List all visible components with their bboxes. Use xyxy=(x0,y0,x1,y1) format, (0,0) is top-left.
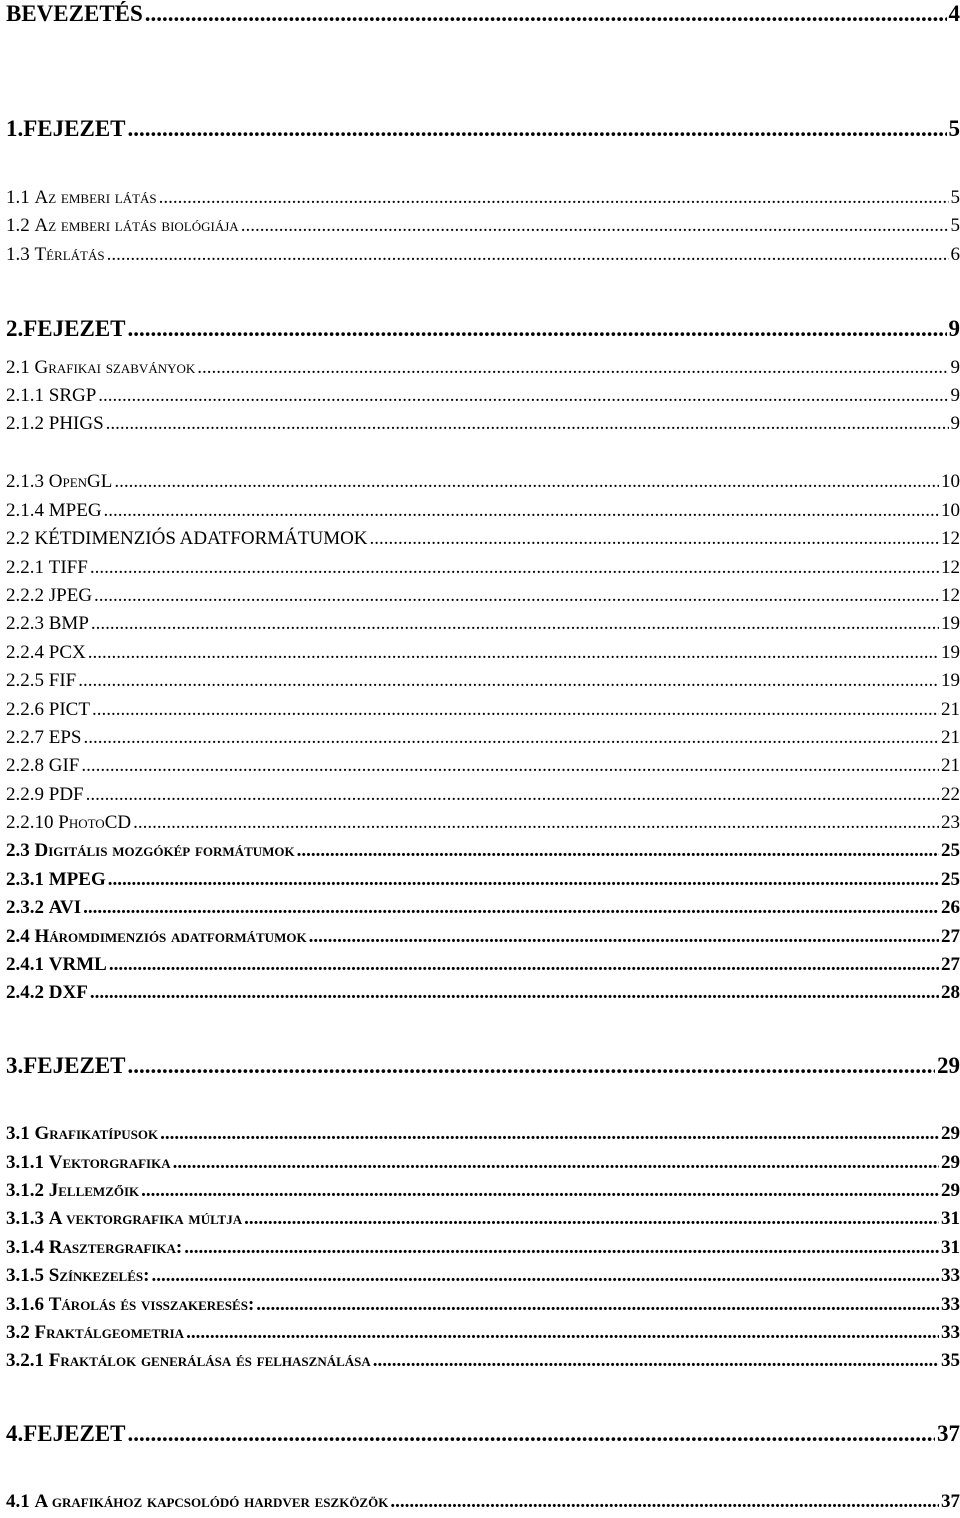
toc-entry-title: PHIGS xyxy=(44,413,104,434)
toc-entry-title: PICT xyxy=(44,699,90,720)
toc-entry-page-number: 19 xyxy=(941,642,960,663)
toc-entry-page-number: 12 xyxy=(941,528,960,549)
toc-entry[interactable] xyxy=(6,983,960,1002)
toc-entry-page-number: 28 xyxy=(941,982,960,1003)
toc-entry[interactable] xyxy=(6,1351,960,1370)
toc-entry-number: 2.4.2 xyxy=(6,982,44,1003)
toc-entry-number: 2.2.2 xyxy=(6,585,44,606)
dot-leader xyxy=(241,216,949,235)
toc-entry-title: A vektorgrafika múltja xyxy=(44,1208,243,1229)
toc-entry[interactable] xyxy=(6,529,960,548)
toc-entry-number: 2.2.6 xyxy=(6,699,44,720)
toc-entry[interactable] xyxy=(6,501,960,520)
toc-entry-page-number: 5 xyxy=(948,116,960,141)
toc-entry-title: Rasztergrafika: xyxy=(44,1237,183,1258)
toc-entry-title: BMP xyxy=(44,613,89,634)
toc-entry-page-number: 6 xyxy=(950,244,960,265)
dot-leader xyxy=(86,785,939,804)
toc-entry-number: 2.3.1 xyxy=(6,869,44,890)
toc-entry-page-number: 27 xyxy=(941,954,960,975)
toc-entry-title: Grafikai szabványok xyxy=(29,357,196,378)
toc-entry-page-number: 5 xyxy=(950,187,960,208)
toc-entry-page-number: 21 xyxy=(941,699,960,720)
toc-entry-page-number: 9 xyxy=(950,413,960,434)
toc-entry-title: AVI xyxy=(44,897,82,918)
toc-entry-page-number: 21 xyxy=(941,755,960,776)
toc-entry-title: Grafikatípusok xyxy=(29,1123,159,1144)
toc-entry-number: 2.3.2 xyxy=(6,897,44,918)
toc-entry[interactable] xyxy=(6,1295,960,1314)
toc-entry-title: MPEG xyxy=(44,869,106,890)
toc-entry-number: 2.FEJEZET xyxy=(6,316,126,341)
dot-leader xyxy=(244,1209,939,1228)
toc-entry-page-number: 12 xyxy=(941,585,960,606)
toc-entry-title: Háromdimenziós adatformátumok xyxy=(29,926,307,947)
dot-leader xyxy=(145,2,947,25)
toc-entry-page-number: 9 xyxy=(950,357,960,378)
dot-leader xyxy=(141,1181,939,1200)
toc-entry-title: VRML xyxy=(44,954,107,975)
dot-leader xyxy=(109,955,939,974)
dot-leader xyxy=(128,1054,935,1077)
toc-entry-page-number: 5 xyxy=(950,215,960,236)
toc-entry[interactable] xyxy=(6,386,960,405)
toc-entry-number: 2.2.7 xyxy=(6,727,44,748)
dot-leader xyxy=(90,983,939,1002)
toc-entry-title: Térlátás xyxy=(29,244,105,265)
toc-entry-number: 3.1.5 xyxy=(6,1265,44,1286)
toc-entry[interactable] xyxy=(6,1153,960,1172)
toc-entry-number: BEVEZETÉS xyxy=(6,1,143,26)
dot-leader xyxy=(128,317,947,340)
toc-entry-number: 2.2.9 xyxy=(6,784,44,805)
toc-entry-number: 3.2.1 xyxy=(6,1350,44,1371)
toc-entry-number: 2.2 xyxy=(6,528,30,549)
toc-entry-number: 1.2 xyxy=(6,215,30,236)
toc-entry[interactable] xyxy=(6,955,960,974)
toc-entry-number: 2.1 xyxy=(6,357,30,378)
toc-entry-title: PCX xyxy=(44,642,86,663)
toc-entry[interactable] xyxy=(6,1238,960,1257)
toc-entry-page-number: 31 xyxy=(941,1208,960,1229)
toc-entry-title: Az emberi látás xyxy=(29,187,157,208)
dot-leader xyxy=(256,1295,939,1314)
toc-entry-page-number: 9 xyxy=(950,385,960,406)
toc-entry-title: SRGP xyxy=(44,385,97,406)
toc-entry[interactable] xyxy=(6,472,960,491)
dot-leader xyxy=(159,188,949,207)
toc-entry[interactable] xyxy=(6,188,960,207)
dot-leader xyxy=(84,728,940,747)
toc-entry-page-number: 4 xyxy=(948,1,960,26)
toc-entry-number: 1.3 xyxy=(6,244,30,265)
toc-entry-page-number: 29 xyxy=(937,1053,960,1078)
toc-entry-title: JPEG xyxy=(44,585,93,606)
toc-entry[interactable] xyxy=(6,117,960,140)
toc-entry-page-number: 21 xyxy=(941,727,960,748)
toc-entry[interactable] xyxy=(6,756,960,775)
dot-leader xyxy=(114,472,939,491)
dot-leader xyxy=(297,841,939,860)
toc-entry-number: 3.1.1 xyxy=(6,1152,44,1173)
toc-entry-title: Az emberi látás biológiája xyxy=(29,215,239,236)
toc-entry-number: 4.FEJEZET xyxy=(6,1421,126,1446)
toc-entry-page-number: 12 xyxy=(941,557,960,578)
dot-leader xyxy=(370,529,939,548)
toc-entry[interactable] xyxy=(6,317,960,340)
toc-entry[interactable] xyxy=(6,216,960,235)
toc-entry-number: 2.3 xyxy=(6,840,30,861)
dot-leader xyxy=(133,813,939,832)
toc-entry-number: 3.1.6 xyxy=(6,1294,44,1315)
toc-entry[interactable] xyxy=(6,671,960,690)
dot-leader xyxy=(90,558,939,577)
toc-entry-number: 3.1.3 xyxy=(6,1208,44,1229)
toc-entry[interactable] xyxy=(6,414,960,433)
toc-entry[interactable] xyxy=(6,1492,960,1511)
toc-entry-title: Vektorgrafika xyxy=(44,1152,171,1173)
toc-entry-number: 2.1.1 xyxy=(6,385,44,406)
dot-leader xyxy=(94,586,939,605)
toc-entry-title: PDF xyxy=(44,784,84,805)
dot-leader xyxy=(184,1238,939,1257)
toc-entry-page-number: 25 xyxy=(941,869,960,890)
toc-entry-number: 4.1 xyxy=(6,1491,30,1512)
toc-entry[interactable] xyxy=(6,1323,960,1342)
dot-leader xyxy=(91,614,939,633)
toc-entry-number: 2.4 xyxy=(6,926,30,947)
toc-entry[interactable] xyxy=(6,558,960,577)
toc-entry-page-number: 37 xyxy=(941,1491,960,1512)
dot-leader xyxy=(186,1323,939,1342)
toc-entry-page-number: 35 xyxy=(941,1350,960,1371)
dot-leader xyxy=(128,117,947,140)
toc-entry-number: 1.FEJEZET xyxy=(6,116,126,141)
dot-leader xyxy=(108,870,939,889)
dot-leader xyxy=(197,358,948,377)
toc-entry-page-number: 33 xyxy=(941,1294,960,1315)
dot-leader xyxy=(173,1153,939,1172)
toc-entry-number: 2.4.1 xyxy=(6,954,44,975)
toc-entry-number: 2.2.5 xyxy=(6,670,44,691)
toc-entry-page-number: 29 xyxy=(941,1152,960,1173)
toc-entry[interactable] xyxy=(6,1124,960,1143)
toc-entry[interactable] xyxy=(6,785,960,804)
toc-entry[interactable] xyxy=(6,813,960,832)
toc-entry-page-number: 37 xyxy=(937,1421,960,1446)
toc-entry[interactable] xyxy=(6,643,960,662)
dot-leader xyxy=(107,245,949,264)
toc-entry[interactable] xyxy=(6,245,960,264)
toc-entry-page-number: 10 xyxy=(941,500,960,521)
toc-entry[interactable] xyxy=(6,614,960,633)
toc-entry[interactable] xyxy=(6,1422,960,1445)
toc-entry-page-number: 27 xyxy=(941,926,960,947)
toc-entry[interactable] xyxy=(6,927,960,946)
dot-leader xyxy=(83,898,939,917)
toc-entry-number: 3.1 xyxy=(6,1123,30,1144)
toc-entry-page-number: 33 xyxy=(941,1322,960,1343)
toc-entry[interactable] xyxy=(6,1209,960,1228)
dot-leader xyxy=(81,756,939,775)
toc-entry-number: 1.1 xyxy=(6,187,30,208)
toc-entry-page-number: 19 xyxy=(941,670,960,691)
toc-entry[interactable] xyxy=(6,586,960,605)
toc-entry-page-number: 10 xyxy=(941,471,960,492)
toc-entry-title: Tárolás és visszakeresés: xyxy=(44,1294,255,1315)
toc-entry-page-number: 22 xyxy=(941,784,960,805)
toc-entry-title: MPEG xyxy=(44,500,102,521)
dot-leader xyxy=(373,1351,939,1370)
dot-leader xyxy=(151,1266,939,1285)
toc-entry[interactable] xyxy=(6,841,960,860)
dot-leader xyxy=(128,1422,935,1445)
toc-entry-page-number: 25 xyxy=(941,840,960,861)
dot-leader xyxy=(78,671,939,690)
toc-entry-number: 2.2.4 xyxy=(6,642,44,663)
dot-leader xyxy=(160,1124,939,1143)
toc-entry-page-number: 29 xyxy=(941,1180,960,1201)
toc-entry-number: 3.1.2 xyxy=(6,1180,44,1201)
toc-entry-title: FIF xyxy=(44,670,77,691)
toc-entry-number: 2.2.3 xyxy=(6,613,44,634)
toc-entry[interactable] xyxy=(6,700,960,719)
toc-entry-number: 3.1.4 xyxy=(6,1237,44,1258)
toc-entry[interactable] xyxy=(6,898,960,917)
toc-entry-title: GIF xyxy=(44,755,80,776)
toc-entry-number: 3.FEJEZET xyxy=(6,1053,126,1078)
dot-leader xyxy=(88,643,939,662)
toc-entry-title: KÉTDIMENZIÓS ADATFORMÁTUMOK xyxy=(29,528,368,549)
toc-entry-page-number: 19 xyxy=(941,613,960,634)
toc-entry-page-number: 33 xyxy=(941,1265,960,1286)
toc-entry-title: A grafikához kapcsolódó hardver eszközök xyxy=(29,1491,389,1512)
toc-entry-title: Színkezelés: xyxy=(44,1265,150,1286)
dot-leader xyxy=(104,501,939,520)
dot-leader xyxy=(92,700,939,719)
toc-entry-page-number: 31 xyxy=(941,1237,960,1258)
toc-entry-number: 2.1.3 xyxy=(6,471,44,492)
toc-entry-number: 2.2.1 xyxy=(6,557,44,578)
toc-entry-number: 3.2 xyxy=(6,1322,30,1343)
toc-entry[interactable] xyxy=(6,728,960,747)
toc-entry-title: Digitális mozgókép formátumok xyxy=(29,840,295,861)
toc-entry-title: OpenGL xyxy=(44,471,113,492)
toc-entry-title: Jellemzőik xyxy=(44,1180,140,1201)
toc-entry-page-number: 26 xyxy=(941,897,960,918)
toc-entry-title: TIFF xyxy=(44,557,88,578)
toc-entry-title: Fraktálgeometria xyxy=(29,1322,185,1343)
toc-entry-page-number: 9 xyxy=(948,316,960,341)
toc-entry[interactable] xyxy=(6,2,960,25)
toc-entry[interactable] xyxy=(6,1181,960,1200)
toc-entry-number: 2.2.10 xyxy=(6,812,54,833)
toc-entry-number: 2.1.4 xyxy=(6,500,44,521)
toc-entry-title: PhotoCD xyxy=(53,812,132,833)
toc-entry-title: DXF xyxy=(44,982,88,1003)
toc-entry[interactable] xyxy=(6,358,960,377)
dot-leader xyxy=(390,1492,939,1511)
dot-leader xyxy=(309,927,939,946)
table-of-contents xyxy=(6,0,960,1518)
toc-entry-title: Fraktálok generálása és felhasználása xyxy=(44,1350,371,1371)
dot-leader xyxy=(106,414,949,433)
toc-entry-page-number: 23 xyxy=(941,812,960,833)
toc-entry-title: EPS xyxy=(44,727,82,748)
dot-leader xyxy=(98,386,948,405)
toc-entry-page-number: 29 xyxy=(941,1123,960,1144)
toc-entry[interactable] xyxy=(6,1266,960,1285)
toc-entry-number: 2.2.8 xyxy=(6,755,44,776)
toc-entry[interactable] xyxy=(6,1054,960,1077)
toc-entry-number: 2.1.2 xyxy=(6,413,44,434)
toc-entry[interactable] xyxy=(6,870,960,889)
